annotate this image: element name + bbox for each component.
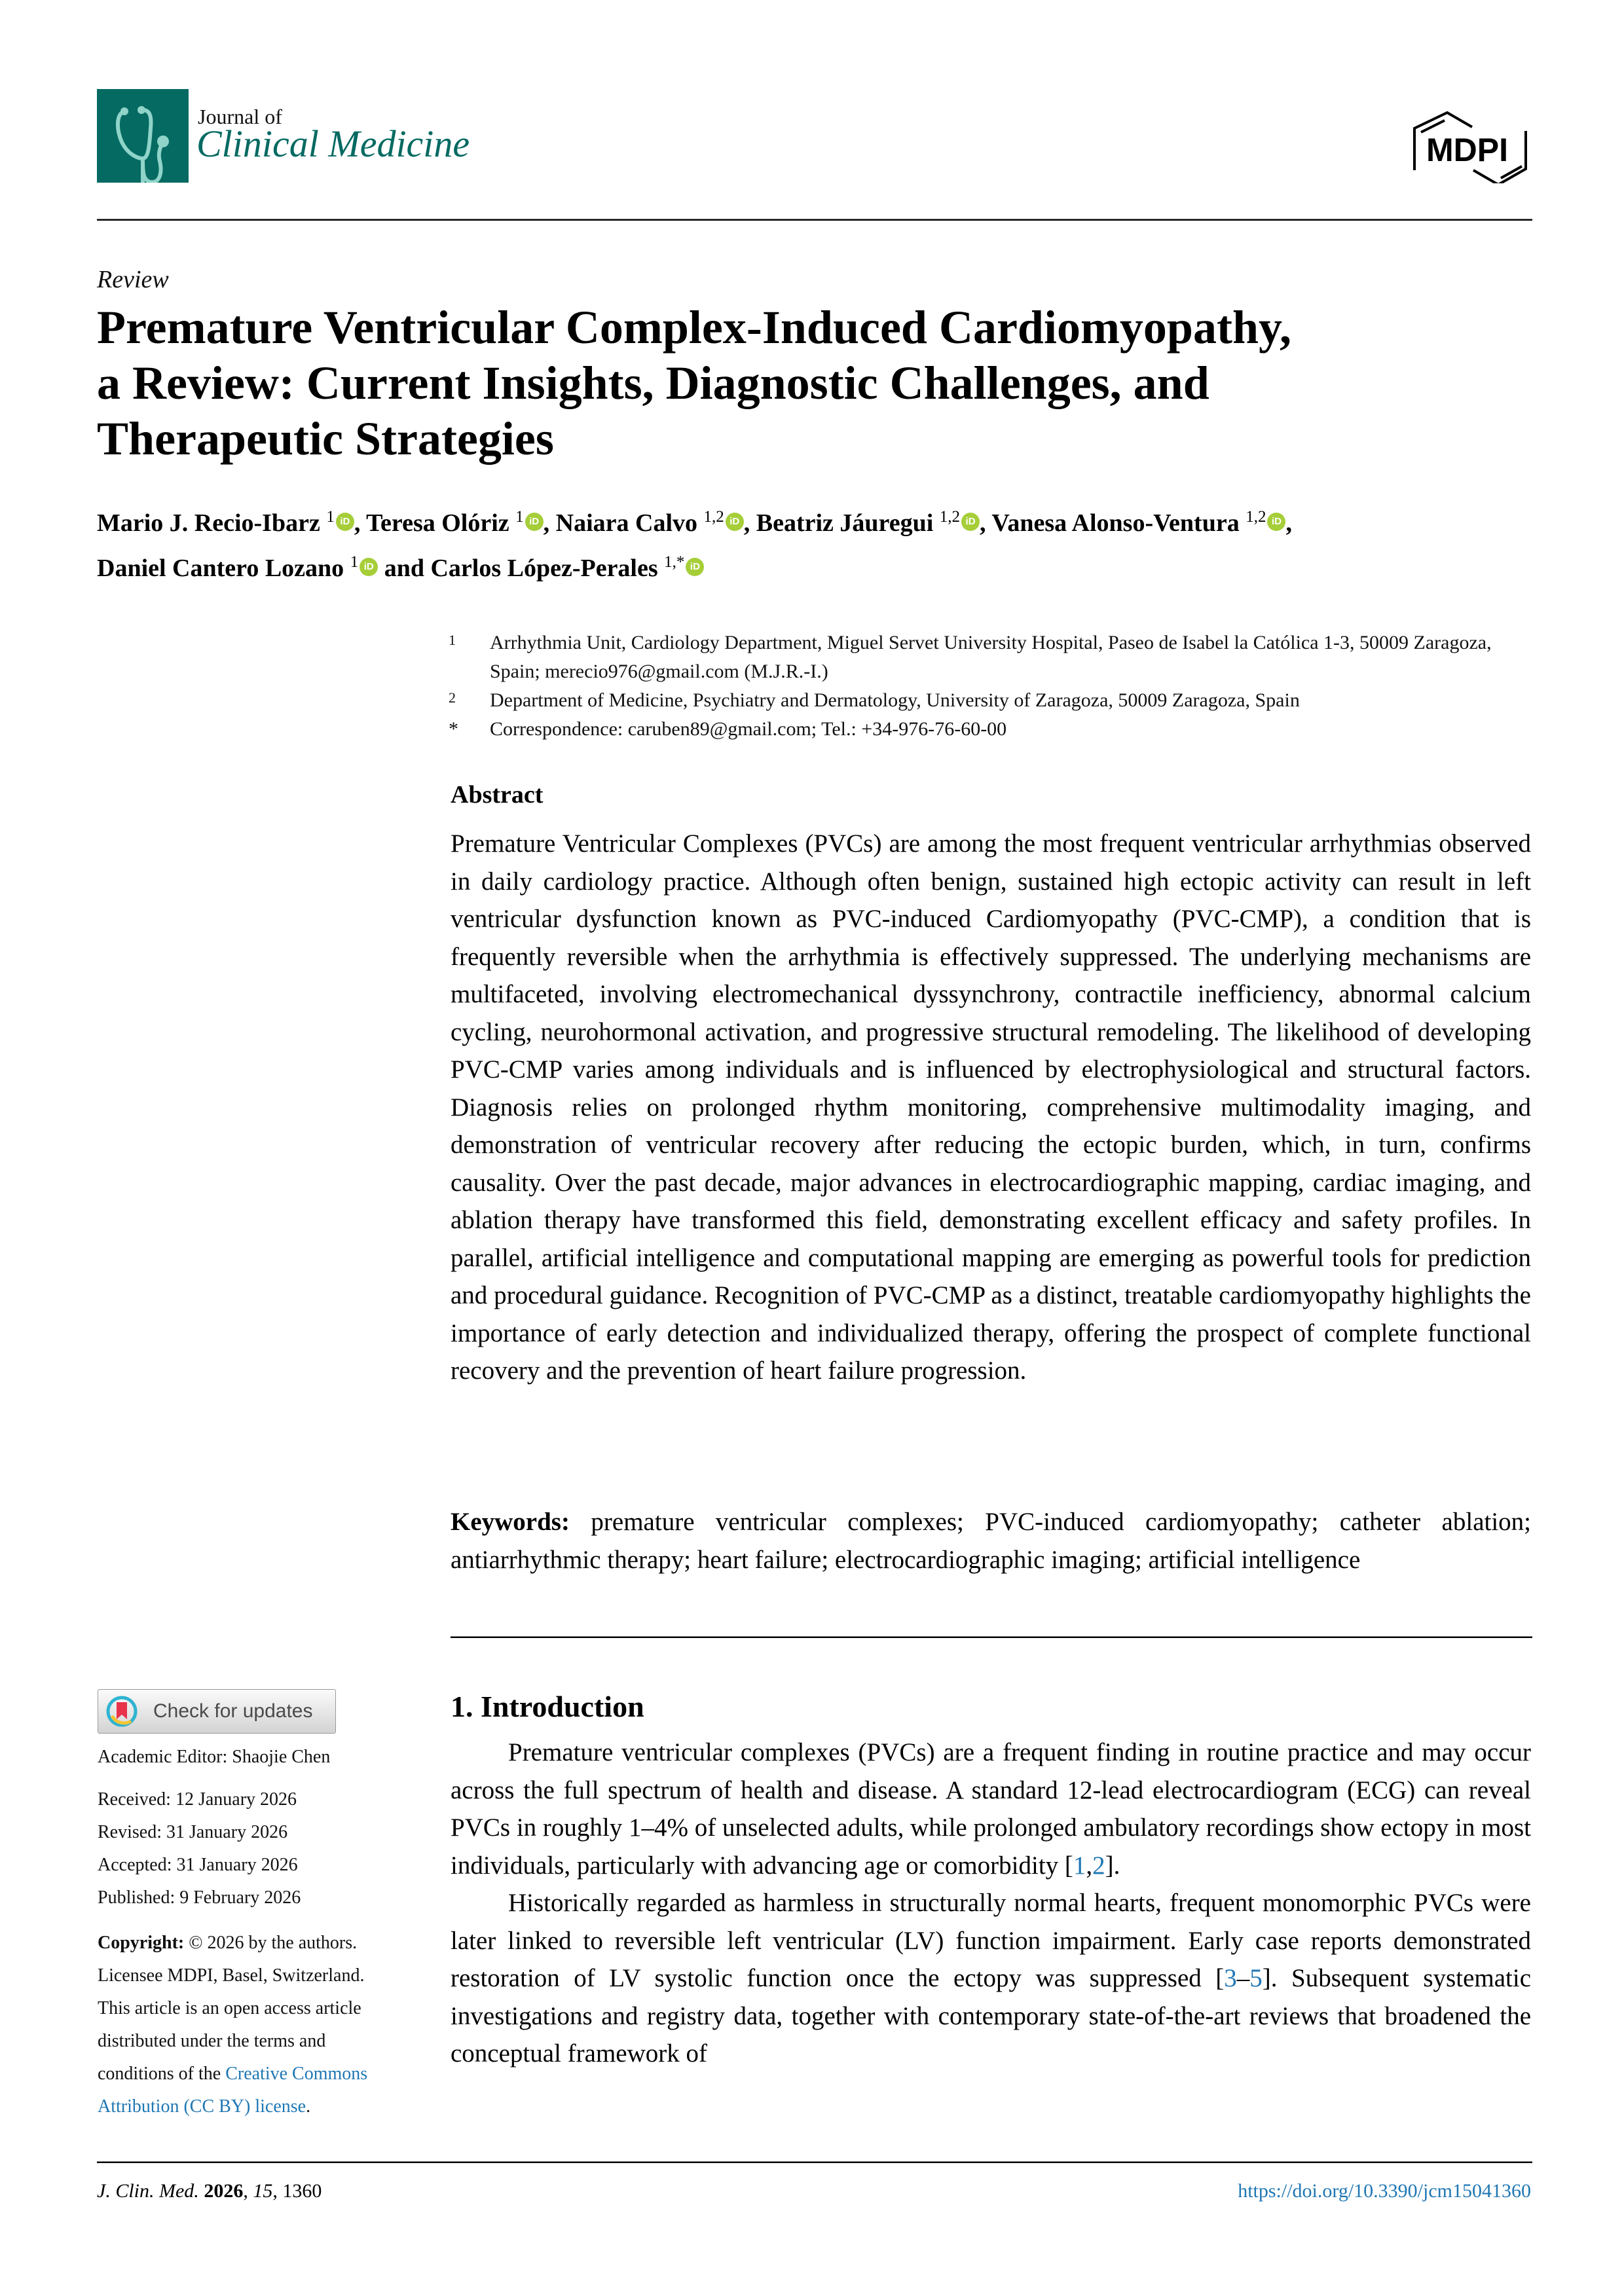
svg-text:MDPI: MDPI (1426, 132, 1508, 168)
article-type: Review (97, 266, 169, 293)
cc-license-link[interactable]: Creative Commons (225, 2064, 368, 2084)
crossmark-icon (105, 1694, 139, 1728)
citation-info: J. Clin. Med. 2026, 15, 1360 (97, 2180, 322, 2202)
revised-date: Revised: 31 January 2026 (98, 1822, 288, 1842)
orcid-icon[interactable]: iD (336, 513, 354, 531)
orcid-icon[interactable]: iD (686, 558, 704, 576)
section-divider (451, 1636, 1532, 1638)
academic-editor: Academic Editor: Shaojie Chen (98, 1747, 331, 1767)
author-list: Mario J. Recio-Ibarz $^1$ iD , Teresa Olóriz $^1$ iD , Naiara Calvo $^{1,2}$ iD , Beatriz Jáuregui $^{1,2}$ iD , Vanesa Alonso-Ventura $^{1,2}$ iD , Daniel Cantero Lozano $^1$ iD and Carlos López-Perales $^{1,*}$ iD (97, 508, 1292, 582)
orcid-icon[interactable]: iD (961, 513, 980, 531)
citation-link[interactable]: 2 (1092, 1851, 1105, 1880)
article-title: Premature Ventricular Complex-Induced Cardiomyopathy, a Review: Current Insights, Diagnostic Challenges, and Therapeutic Strategies (97, 301, 1292, 465)
journal-name: Clinical Medicine (196, 122, 470, 165)
author[interactable]: Beatriz Jáuregui $^{1,2}$ (756, 508, 961, 537)
affiliations (449, 629, 1536, 744)
author[interactable]: Teresa Olóriz $^1$ (366, 508, 524, 537)
introduction-text (451, 1734, 1531, 2073)
header-divider (97, 219, 1532, 221)
paragraph: Historically regarded as harmless in structurally normal hearts, frequent monomorphic PVCs were later linked to reversible left ventricular (LV) function impairment. Early case reports demonstrated restoration of LV systolic function once the ectopy was suppressed [3–5]. Subsequent systematic investigations and registry data, together with contemporary state-of-the-art reviews that broadened the conceptual framework of (451, 1889, 1532, 2068)
journal-of-label: Journal of (198, 105, 282, 128)
author[interactable]: Daniel Cantero Lozano $^1$ (97, 553, 359, 582)
affiliation-1: 1 Arrhythmia Unit, Cardiology Department, Miguel Servet University Hospital, Paseo de Isabel la Católica 1-3, 50009 Zaragoza, Spain; merecio976@gmail.com (M.J.R.-I.) (449, 632, 1492, 682)
doi-link[interactable]: https://doi.org/10.3390/jcm15041360 (1238, 2180, 1531, 2202)
paragraph: Premature ventricular complexes (PVCs) are a frequent finding in routine practice and may occur across the full spectrum of health and disease. A standard 12-lead electrocardiogram (ECG) can reveal PVCs in roughly 1–4% of unselected adults, while prolonged ambulatory recordings show ectopy in most individuals, particularly with advancing age or comorbidity [1,2]. (451, 1738, 1531, 1880)
citation-link[interactable]: 5 (1249, 1964, 1263, 1992)
stethoscope-icon (97, 89, 189, 183)
received-date: Received: 12 January 2026 (98, 1789, 297, 1810)
keywords: Keywords: premature ventricular complexes; PVC-induced cardiomyopathy; catheter ablation; antiarrhythmic therapy; heart failure; electrocardiographic imaging; artificial intelligence (451, 1508, 1532, 1574)
author[interactable]: Naiara Calvo $^{1,2}$ (555, 508, 724, 537)
author[interactable]: Carlos López-Perales $^{1,*}$ (430, 553, 685, 582)
mdpi-logo (1401, 105, 1532, 183)
orcid-icon[interactable]: iD (360, 558, 378, 576)
correspondence: * Correspondence: caruben89@gmail.com; Tel.: +34-976-76-60-00 (449, 718, 1007, 740)
abstract-text: Premature Ventricular Complexes (PVCs) are among the most frequent ventricular arrhythmias observed in daily cardiology practice. Although often benign, sustained high ectopic activity can result in left ventricular dysfunction known as PVC-induced Cardiomyopathy (PVC-CMP), a condition that is frequently reversible when the arrhythmia is effectively suppressed. The underlying mechanisms are multifaceted, involving electromechanical dyssynchrony, contractile inefficiency, abnormal calcium cycling, neurohormonal activation, and progressive structural remodeling. The likelihood of developing PVC-CMP varies among individuals and is influenced by electrophysiological and structural factors. Diagnosis relies on prolonged rhythm monitoring, comprehensive multimodality imaging, and demonstration of ventricular recovery after reducing the ectopic burden, which, in turn, confirms causality. Over the past decade, major advances in electrocardiographic mapping, cardiac imaging, and ablation therapy have transformed this field, demonstrating excellent efficacy and safety profiles. In parallel, artificial intelligence and computational mapping are emerging as powerful tools for prediction and procedural guidance. Recognition of PVC-CMP as a distinct, treatable cardiomyopathy highlights the importance of early detection and individualized therapy, offering the prospect of complete functional recovery and the prevention of heart failure progression. (451, 829, 1531, 1385)
citation-link[interactable]: 1 (1073, 1851, 1086, 1880)
author[interactable]: Vanesa Alonso-Ventura $^{1,2}$ (991, 508, 1266, 537)
cc-license-link[interactable]: Attribution (CC BY) license (98, 2096, 306, 2117)
affiliation-2: 2 Department of Medicine, Psychiatry and Dermatology, University of Zaragoza, 50009 Zaragoza, Spain (449, 689, 1300, 711)
check-for-updates-button[interactable]: Check for updates (98, 1689, 336, 1734)
introduction-heading: 1. Introduction (451, 1690, 644, 1723)
journal-logo (97, 89, 189, 183)
copyright-notice: Copyright: © 2026 by the authors. Licensee MDPI, Basel, Switzerland. This article is an open access article distributed under the terms and conditions of the Creative Commons Attribution (CC BY) license. (98, 1933, 368, 2117)
footer-divider (97, 2161, 1532, 2163)
author[interactable]: Mario J. Recio-Ibarz $^1$ (97, 508, 335, 537)
orcid-icon[interactable]: iD (726, 513, 744, 531)
orcid-icon[interactable]: iD (1267, 513, 1285, 531)
abstract-heading: Abstract (451, 781, 544, 809)
accepted-date: Accepted: 31 January 2026 (98, 1855, 298, 1875)
citation-link[interactable]: 3 (1224, 1964, 1237, 1992)
published-date: Published: 9 February 2026 (98, 1887, 301, 1908)
orcid-icon[interactable]: iD (525, 513, 544, 531)
